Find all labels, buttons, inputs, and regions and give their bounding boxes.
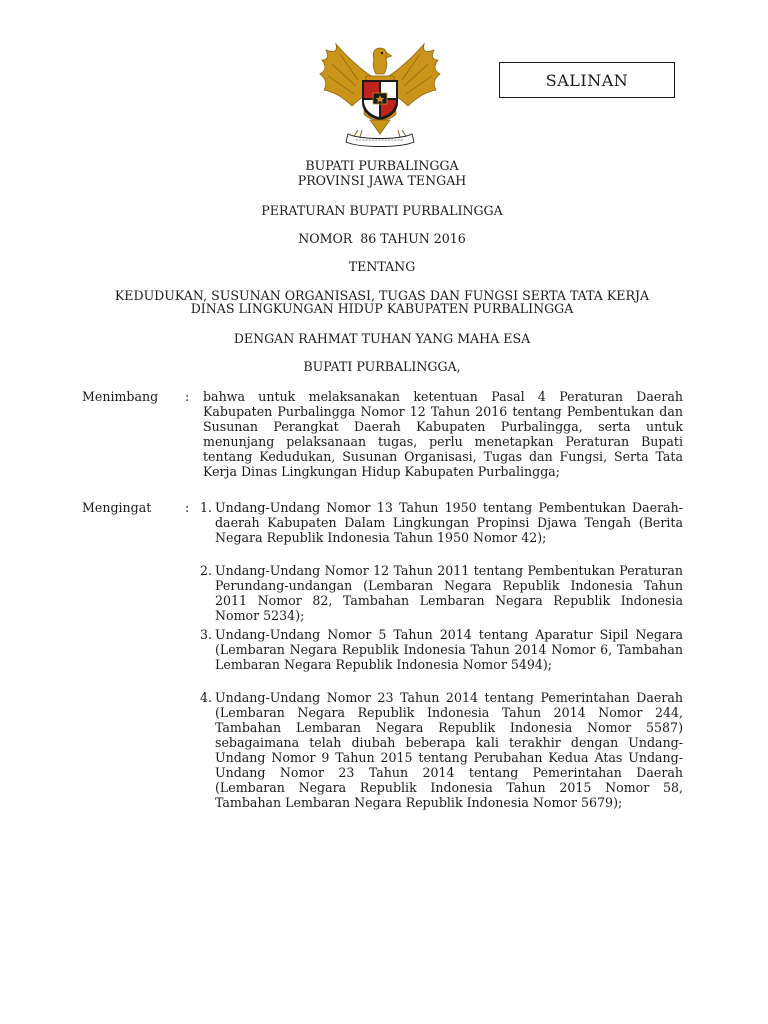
list-item-number: 1. bbox=[199, 500, 212, 515]
menimbang-text: bahwa untuk melaksanakan ketentuan Pasal 4 Peraturan Daerah Kabupaten Purbalingga Nomor 12 Tahun 2016 tentang Pembentukan dan Susunan Perangkat Daerah Kabupaten Purbalingga, serta untuk menunjang pelaksanaan tugas, perlu menetapkan Peraturan Bupati tentang Kedudukan, Susunan Organisasi, Tugas dan Fungsi, Serta Tata Kerja Dinas Lingkungan Hidup Kabupaten Purbalingga; bbox=[203, 389, 683, 479]
mengingat-colon: : bbox=[185, 500, 190, 515]
regulation-title: PERATURAN BUPATI PURBALINGGA bbox=[261, 203, 503, 218]
mengingat-label: Mengingat bbox=[82, 500, 152, 515]
salinan-stamp: SALINAN bbox=[499, 62, 675, 98]
about-heading: TENTANG bbox=[348, 259, 416, 274]
regulation-subject-line1: KEDUDUKAN, SUSUNAN ORGANISASI, TUGAS DAN FUNGSI SERTA TATA KERJA bbox=[114, 288, 650, 303]
blessing-line: DENGAN RAHMAT TUHAN YANG MAHA ESA bbox=[233, 331, 531, 346]
regulation-number: NOMOR 86 TAHUN 2016 bbox=[298, 231, 466, 246]
menimbang-label: Menimbang bbox=[82, 389, 159, 404]
list-item-text: Undang-Undang Nomor 12 Tahun 2011 tentang Pembentukan Peraturan Perundang-undangan (Lembaran Negara Republik Indonesia Tahun 2011 Nomor 82, Tambahan Lembaran Negara Republik Indonesia Nomor 5234); bbox=[215, 563, 683, 623]
authority-line: BUPATI PURBALINGGA, bbox=[303, 359, 461, 374]
list-item-text: Undang-Undang Nomor 13 Tahun 1950 tentang Pembentukan Daerah-daerah Kabupaten Dalam Lingkungan Propinsi Djawa Tengah (Berita Negara Republik Indonesia Tahun 1950 Nomor 42); bbox=[215, 500, 683, 545]
list-item-number: 4. bbox=[199, 690, 212, 705]
regulation-subject-line2: DINAS LINGKUNGAN HIDUP KABUPATEN PURBALINGGA bbox=[190, 301, 574, 316]
list-item-text: Undang-Undang Nomor 5 Tahun 2014 tentang Aparatur Sipil Negara (Lembaran Negara Republik Indonesia Tahun 2014 Nomor 6, Tambahan Lembaran Negara Republik Indonesia Nomor 5494); bbox=[215, 627, 683, 672]
garuda-emblem-icon bbox=[318, 40, 442, 148]
list-item-text: Undang-Undang Nomor 23 Tahun 2014 tentang Pemerintahan Daerah (Lembaran Negara Republik Indonesia Tahun 2014 Nomor 244, Tambahan Lembaran Negara Republik Indonesia Nomor 5587) sebagaimana telah diubah beberapa kali terakhir dengan Undang-Undang Nomor 9 Tahun 2015 tentang Perubahan Kedua Atas Undang-Undang Nomor 23 Tahun 2014 tentang Pemerintahan Daerah (Lembaran Negara Republik Indonesia Tahun 2015 Nomor 58, Tambahan Lembaran Negara Republik Indonesia Nomor 5679); bbox=[215, 690, 683, 810]
menimbang-colon: : bbox=[185, 389, 190, 404]
regent-title: BUPATI PURBALINGGA bbox=[305, 158, 459, 173]
list-item-number: 2. bbox=[199, 563, 212, 578]
province-title: PROVINSI JAWA TENGAH bbox=[297, 173, 467, 188]
list-item-number: 3. bbox=[199, 627, 212, 642]
